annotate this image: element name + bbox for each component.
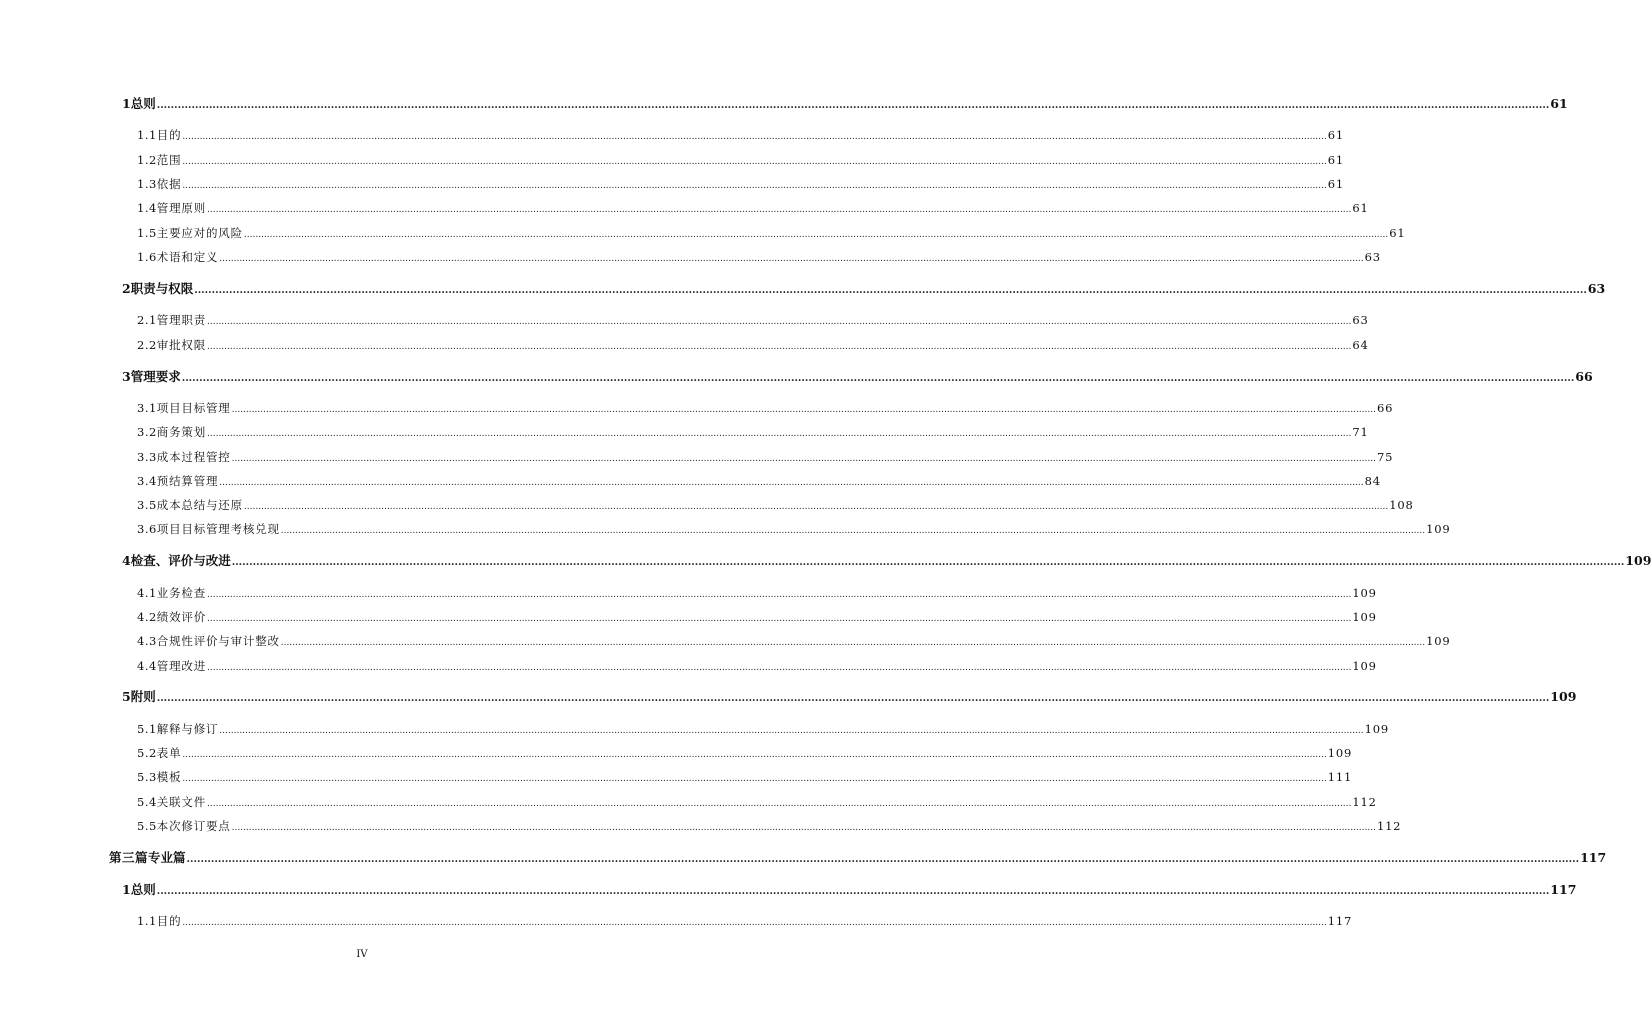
toc-entry-title: 管理职责 (156, 313, 206, 327)
toc-part-entry[interactable] (109, 849, 1607, 867)
dot-leader: ................................................................................................................................................................................................................................................................................................................................................................................................................ (231, 823, 1376, 833)
toc-entry-number: 5.1 (137, 722, 157, 736)
toc-entry-page: 117 (1327, 914, 1353, 928)
toc-entry-number: 1 (122, 882, 131, 897)
toc-entry-title: 职责与权限 (130, 281, 194, 296)
toc-subentry[interactable] (137, 817, 1402, 835)
toc-subentry[interactable] (137, 151, 1344, 169)
dot-leader: ................................................................................................................................................................................................................................................................................................................................................................................................................ (207, 342, 1352, 352)
dot-leader: ................................................................................................................................................................................................................................................................................................................................................................................................................ (231, 405, 1376, 415)
dot-leader: ................................................................................................................................................................................................................................................................................................................................................................................................................ (207, 614, 1352, 624)
toc-entry-title: 表单 (156, 746, 182, 760)
toc-entry-page: 63 (1587, 281, 1606, 296)
toc-subentry[interactable] (137, 793, 1377, 811)
dot-leader: ................................................................................................................................................................................................................................................................................................................................................................................................................ (156, 100, 1550, 111)
toc-entry-number: 2.2 (137, 338, 157, 352)
toc-entry-number: 5.2 (137, 746, 157, 760)
dot-leader: ................................................................................................................................................................................................................................................................................................................................................................................................................ (182, 918, 1327, 928)
toc-entry-page: 61 (1327, 177, 1344, 191)
toc-subentry[interactable] (137, 248, 1381, 266)
dot-leader: ................................................................................................................................................................................................................................................................................................................................................................................................................ (219, 726, 1364, 736)
toc-entry-page: 109 (1327, 746, 1353, 760)
toc-entry-page: 109 (1352, 610, 1377, 624)
dot-leader: ................................................................................................................................................................................................................................................................................................................................................................................................................ (280, 638, 1426, 648)
toc-entry-number: 5.4 (137, 795, 157, 809)
dot-leader: ................................................................................................................................................................................................................................................................................................................................................................................................................ (280, 526, 1426, 536)
toc-entry-title: 绩效评价 (156, 610, 206, 624)
toc-entry-page: 61 (1327, 153, 1344, 167)
toc-entry-title: 管理改进 (156, 659, 206, 673)
toc-subentry[interactable] (137, 632, 1451, 650)
toc-entry-page: 117 (1580, 850, 1607, 865)
toc-subentry[interactable] (137, 399, 1394, 417)
toc-subentry[interactable] (137, 311, 1369, 329)
toc-entry-number: 4.3 (137, 634, 157, 648)
toc-entry[interactable] (122, 688, 1577, 706)
toc-entry-page: 109 (1364, 722, 1389, 736)
toc-entry-title: 合规性评价与审计整改 (156, 634, 280, 648)
toc-subentry[interactable] (137, 584, 1377, 602)
toc-entry-number: 4.1 (137, 586, 157, 600)
toc-entry-number: 1.4 (137, 201, 157, 215)
toc-entry-number: 第三篇 (109, 850, 149, 865)
dot-leader: ................................................................................................................................................................................................................................................................................................................................................................................................................ (243, 230, 1389, 240)
toc-subentry[interactable] (137, 496, 1414, 514)
toc-entry-title: 总则 (130, 96, 156, 111)
toc-entry-page: 108 (1389, 498, 1414, 512)
toc-entry-title: 专业篇 (148, 850, 186, 865)
toc-entry-page: 61 (1389, 226, 1406, 240)
dot-leader: ................................................................................................................................................................................................................................................................................................................................................................................................................ (207, 429, 1352, 439)
toc-entry-page: 111 (1327, 770, 1353, 784)
toc-entry-page: 61 (1327, 128, 1344, 142)
toc-entry-page: 71 (1352, 425, 1369, 439)
toc-entry-number: 3.1 (137, 401, 157, 415)
toc-entry-number: 1.6 (137, 250, 157, 264)
toc-entry-page: 109 (1426, 634, 1451, 648)
toc-subentry[interactable] (137, 448, 1394, 466)
toc-entry-number: 3.6 (137, 522, 157, 536)
toc-entry-page: 109 (1625, 553, 1651, 568)
dot-leader: ................................................................................................................................................................................................................................................................................................................................................................................................................ (231, 557, 1625, 568)
toc-entry-title: 目的 (156, 128, 182, 142)
toc-entry-title: 成本过程管控 (156, 450, 231, 464)
dot-leader: ................................................................................................................................................................................................................................................................................................................................................................................................................ (182, 774, 1327, 784)
dot-leader: ................................................................................................................................................................................................................................................................................................................................................................................................................ (231, 454, 1376, 464)
toc-entry-number: 4 (122, 553, 131, 568)
toc-entry-page: 109 (1352, 586, 1377, 600)
toc-entry-page: 112 (1376, 819, 1402, 833)
toc-entry-page: 109 (1550, 689, 1577, 704)
toc-entry-page: 109 (1426, 522, 1451, 536)
toc-entry-title: 总则 (130, 882, 156, 897)
dot-leader: ................................................................................................................................................................................................................................................................................................................................................................................................................ (186, 854, 1580, 865)
toc-entry-page: 75 (1376, 450, 1394, 464)
toc-subentry[interactable] (137, 472, 1381, 490)
toc-entry-title: 范围 (156, 153, 182, 167)
toc-entry[interactable] (122, 552, 1651, 570)
toc-entry-title: 预结算管理 (156, 474, 219, 488)
dot-leader: ................................................................................................................................................................................................................................................................................................................................................................................................................ (182, 132, 1327, 142)
dot-leader: ................................................................................................................................................................................................................................................................................................................................................................................................................ (156, 886, 1550, 897)
toc-entry-title: 目的 (156, 914, 182, 928)
toc-subentry[interactable] (137, 175, 1344, 193)
dot-leader: ................................................................................................................................................................................................................................................................................................................................................................................................................ (181, 373, 1575, 384)
toc-entry-number: 3 (122, 369, 131, 384)
toc-entry-number: 1.3 (137, 177, 157, 191)
toc-entry-title: 项目目标管理考核兑现 (156, 522, 280, 536)
dot-leader: ................................................................................................................................................................................................................................................................................................................................................................................................................ (194, 285, 1587, 296)
toc-entry[interactable] (122, 368, 1593, 386)
toc-subentry[interactable] (137, 912, 1353, 930)
toc-entry-title: 项目目标管理 (156, 401, 231, 415)
toc-entry-page: 61 (1550, 96, 1568, 111)
toc-entry-number: 3.3 (137, 450, 157, 464)
toc-entry[interactable] (122, 95, 1568, 113)
toc-entry-title: 业务检查 (156, 586, 206, 600)
toc-entry-title: 解释与修订 (156, 722, 219, 736)
dot-leader: ................................................................................................................................................................................................................................................................................................................................................................................................................ (207, 799, 1352, 809)
dot-leader: ................................................................................................................................................................................................................................................................................................................................................................................................................ (182, 750, 1327, 760)
toc-entry-number: 3.4 (137, 474, 157, 488)
toc-entry-page: 66 (1575, 369, 1593, 384)
dot-leader: ................................................................................................................................................................................................................................................................................................................................................................................................................ (207, 205, 1352, 215)
toc-entry-page: 63 (1364, 250, 1381, 264)
toc-entry-title: 管理要求 (130, 369, 181, 384)
toc-subentry[interactable] (137, 657, 1377, 675)
toc-entry-title: 模板 (156, 770, 182, 784)
toc-entry-number: 1.1 (137, 914, 157, 928)
toc-entry-number: 5.5 (137, 819, 157, 833)
toc-entry-number: 2 (122, 281, 131, 296)
dot-leader: ................................................................................................................................................................................................................................................................................................................................................................................................................ (156, 693, 1550, 704)
toc-entry-title: 依据 (156, 177, 182, 191)
toc-entry-number: 1 (122, 96, 131, 111)
dot-leader: ................................................................................................................................................................................................................................................................................................................................................................................................................ (243, 502, 1389, 512)
toc-entry-number: 2.1 (137, 313, 157, 327)
toc-entry-page: 66 (1376, 401, 1394, 415)
toc-entry-number: 3.5 (137, 498, 157, 512)
toc-entry-title: 成本总结与还原 (156, 498, 243, 512)
toc-entry-title: 检查、评价与改进 (130, 553, 231, 568)
toc-subentry[interactable] (137, 199, 1369, 217)
toc-entry[interactable] (122, 881, 1577, 899)
toc-subentry[interactable] (137, 126, 1344, 144)
toc-entry-number: 1.2 (137, 153, 157, 167)
toc-entry-number: 4.4 (137, 659, 157, 673)
dot-leader: ................................................................................................................................................................................................................................................................................................................................................................................................................ (207, 317, 1352, 327)
toc-subentry[interactable] (137, 520, 1451, 538)
toc-entry-title: 商务策划 (156, 425, 206, 439)
toc-entry[interactable] (122, 280, 1606, 298)
toc-entry-title: 本次修订要点 (156, 819, 231, 833)
toc-entry-title: 管理原则 (156, 201, 206, 215)
toc-subentry[interactable] (137, 608, 1377, 626)
page-number-footer: IV (356, 949, 368, 960)
dot-leader: ................................................................................................................................................................................................................................................................................................................................................................................................................ (207, 663, 1352, 673)
dot-leader: ................................................................................................................................................................................................................................................................................................................................................................................................................ (182, 181, 1327, 191)
toc-entry-number: 1.5 (137, 226, 157, 240)
toc-entry-title: 主要应对的风险 (156, 226, 243, 240)
dot-leader: ................................................................................................................................................................................................................................................................................................................................................................................................................ (182, 157, 1327, 167)
toc-entry-number: 4.2 (137, 610, 157, 624)
toc-entry-title: 关联文件 (156, 795, 206, 809)
toc-entry-page: 61 (1352, 201, 1369, 215)
toc-entry-number: 3.2 (137, 425, 157, 439)
dot-leader: ................................................................................................................................................................................................................................................................................................................................................................................................................ (207, 590, 1352, 600)
toc-subentry[interactable] (137, 224, 1406, 242)
toc-subentry[interactable] (137, 744, 1353, 762)
toc-entry-page: 117 (1550, 882, 1577, 897)
toc-entry-title: 术语和定义 (156, 250, 219, 264)
toc-subentry[interactable] (137, 768, 1353, 786)
toc-entry-title: 审批权限 (156, 338, 206, 352)
dot-leader: ................................................................................................................................................................................................................................................................................................................................................................................................................ (219, 478, 1364, 488)
toc-entry-number: 5.3 (137, 770, 157, 784)
dot-leader: ................................................................................................................................................................................................................................................................................................................................................................................................................ (219, 254, 1364, 264)
toc-subentry[interactable] (137, 720, 1389, 738)
toc-subentry[interactable] (137, 423, 1369, 441)
toc-entry-page: 63 (1352, 313, 1369, 327)
toc-entry-page: 64 (1352, 338, 1369, 352)
toc-subentry[interactable] (137, 336, 1369, 354)
toc-entry-page: 84 (1364, 474, 1381, 488)
toc-entry-number: 1.1 (137, 128, 157, 142)
toc-entry-page: 109 (1352, 659, 1377, 673)
toc-entry-number: 5 (122, 689, 131, 704)
toc-entry-title: 附则 (130, 689, 156, 704)
toc-entry-page: 112 (1352, 795, 1377, 809)
